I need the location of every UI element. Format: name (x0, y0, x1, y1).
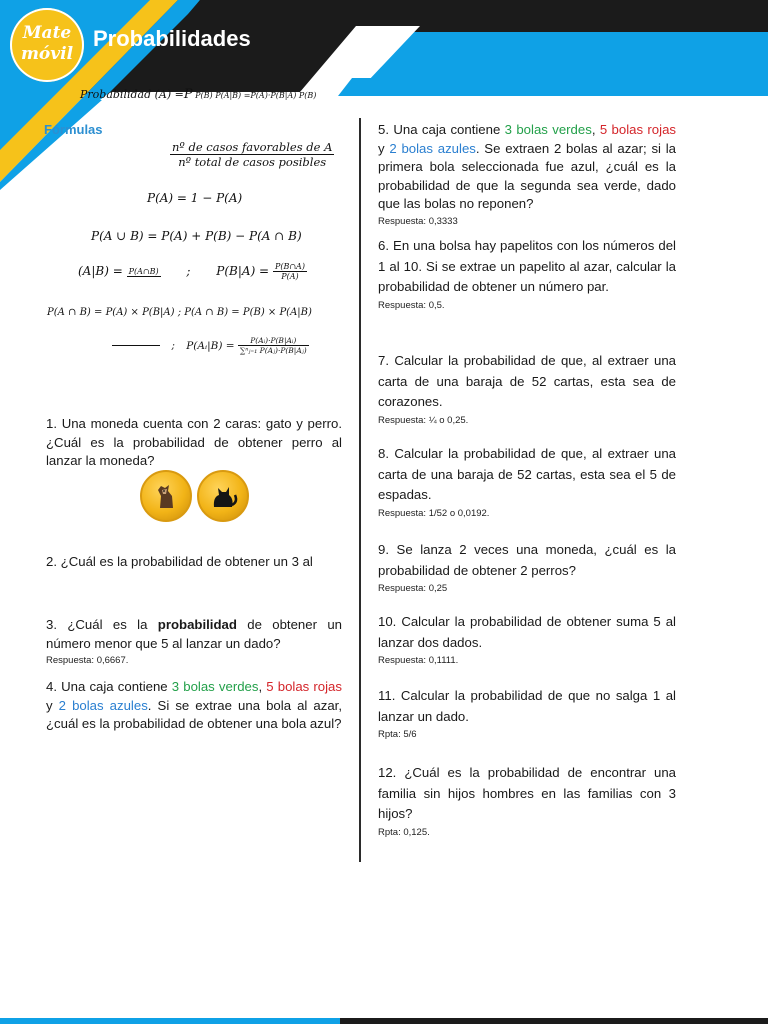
formula-conditional (78, 262, 307, 281)
formula-4-separator: ; (186, 264, 191, 278)
question-4-mid2: y (46, 697, 59, 713)
question-2 (46, 553, 342, 572)
definition-tail: P(A)·P(B|A) P(B) (250, 91, 317, 100)
question-7-text: 7. Calcular la probabilidad de que, al extraer una carta de una baraja de 52 cartas, esta sea de corazones. (378, 353, 676, 409)
question-6 (378, 236, 676, 312)
question-5-post: . Se extraen 2 bolas al azar; si la primera bola seleccionada fue azul, ¿cuál es la probabilidad de que la segunda sea verde, dado que las bolas no reponen? (378, 140, 676, 211)
question-4-mid1: , (258, 679, 267, 694)
formula-complement: P(A) = 1 − P(A) (147, 191, 243, 205)
question-5-mid2: y (378, 140, 390, 156)
formula-6-separator: ; (171, 339, 175, 352)
question-6-text: 6. En una bolsa hay papelitos con los números del 1 al 10. Si se extrae un papelito al azar, calcular la probabilidad de obtener un número par. (378, 238, 676, 294)
question-5-mid1: , (591, 122, 600, 137)
question-3-bold: probabilidad (157, 617, 237, 632)
formula-4-den2: P(A) (281, 272, 299, 281)
question-4-green: 3 bolas verdes (171, 679, 259, 694)
question-5-pre: 5. Una caja contiene (378, 122, 505, 137)
question-3 (46, 616, 342, 667)
formula-4-lhs1: (A|B) = (78, 264, 123, 278)
formula-1-numerator: nº de casos favorables de A (172, 140, 333, 154)
question-4-text (46, 678, 342, 734)
definition-p: P (183, 87, 193, 102)
question-12 (378, 763, 676, 839)
question-8 (378, 444, 676, 520)
formula-blank-line (112, 345, 160, 346)
question-3-text (46, 616, 342, 653)
footer-bar (0, 1018, 768, 1024)
question-2-text: 2. ¿Cuál es la probabilidad de obtener un 3 al (46, 554, 313, 569)
question-5-blue: 2 bolas azules (389, 140, 476, 156)
column-divider (359, 118, 361, 862)
formula-intersection: P(A ∩ B) = P(A) × P(B|A) ; P(A ∩ B) = P(B) × P(A|B) (47, 307, 312, 318)
question-11-text: 11. Calcular la probabilidad de que no salga 1 al lanzar un dado. (378, 688, 676, 724)
formula-basic-probability (170, 140, 334, 169)
question-7-answer: Respuesta: ¼ o 0,25. (378, 414, 469, 426)
logo-text-line2: móvil (20, 44, 74, 64)
question-1-text: 1. Una moneda cuenta con 2 caras: gato y perro. ¿Cuál es la probabilidad de obtener perro al lanzar la moneda? (46, 416, 342, 468)
question-4-red: 5 bolas rojas (266, 679, 342, 694)
question-3-pre: 3. ¿Cuál es la (46, 617, 158, 632)
formula-6-numerator: P(Aᵢ)·P(B|Aᵢ) (238, 336, 309, 346)
question-5-answer: Respuesta: 0,3333 (378, 215, 458, 227)
formulas-heading: Fórmulas (44, 122, 103, 137)
formula-4-num2: P(B∩A) (274, 262, 305, 271)
question-1 (46, 415, 342, 471)
logo-text-line1: Mate (22, 23, 72, 43)
formula-1-denominator: nº total de casos posibles (178, 155, 327, 169)
formula-bayes (112, 336, 309, 355)
question-9 (378, 540, 676, 595)
cat-coin-icon (197, 470, 249, 522)
formula-4-num1: P(A∩B) (128, 266, 159, 276)
question-8-answer: Respuesta: 1/52 o 0,0192. (378, 507, 490, 519)
question-9-answer: Respuesta: 0,25 (378, 583, 448, 594)
question-4 (46, 678, 342, 734)
formula-4-lhs2: P(B|A) = (216, 264, 270, 278)
question-6-answer: Respuesta: 0,5. (378, 299, 445, 311)
question-4-post: . Si se extrae una bola al azar, ¿cuál es la probabilidad de obtener una bola azul? (46, 697, 343, 731)
question-10 (378, 612, 676, 667)
definition-lhs: Probabilidad (A) = (80, 88, 184, 101)
question-10-answer: Respuesta: 0,1111. (378, 655, 459, 666)
question-11-answer: Rpta: 5/6 (378, 729, 417, 740)
question-3-answer: Respuesta: 0,6667. (46, 655, 129, 666)
formula-union: P(A ∪ B) = P(A) + P(B) − P(A ∩ B) (91, 229, 302, 243)
question-7 (378, 351, 676, 427)
question-3-post: de obtener un número menor que 5 al lanzar un dado? (46, 617, 342, 651)
question-4-pre: 4. Una caja contiene (46, 679, 172, 694)
page-title: Probabilidades (93, 26, 251, 51)
question-5 (378, 121, 676, 228)
question-8-text: 8. Calcular la probabilidad de que, al extraer una carta de una baraja de 52 cartas, esta sea el 5 de espadas. (378, 446, 676, 502)
question-12-answer: Rpta: 0,125. (378, 826, 430, 838)
formula-6-lhs: P(Aᵢ|B) = (186, 339, 235, 352)
question-5-text (378, 121, 676, 214)
formula-6-denominator: ∑ⁿⱼ₌₁ P(Aⱼ)·P(B|Aⱼ) (239, 346, 307, 355)
question-4-blue: 2 bolas azules (58, 697, 148, 713)
question-12-text: 12. ¿Cuál es la probabilidad de encontrar una familia sin hijos hombres en las familias con 3 hijos? (378, 765, 676, 821)
question-11 (378, 686, 676, 741)
question-5-red: 5 bolas rojas (599, 122, 676, 137)
probability-definition (80, 87, 316, 102)
mate-movil-logo (10, 8, 84, 82)
dog-coin-icon (140, 470, 192, 522)
definition-rest: P(B) P(A|B) = (192, 91, 251, 100)
question-10-text: 10. Calcular la probabilidad de obtener suma 5 al lanzar dos dados. (378, 614, 676, 650)
question-5-green: 3 bolas verdes (504, 122, 592, 137)
question-9-text: 9. Se lanza 2 veces una moneda, ¿cuál es la probabilidad de obtener 2 perros? (378, 542, 676, 578)
